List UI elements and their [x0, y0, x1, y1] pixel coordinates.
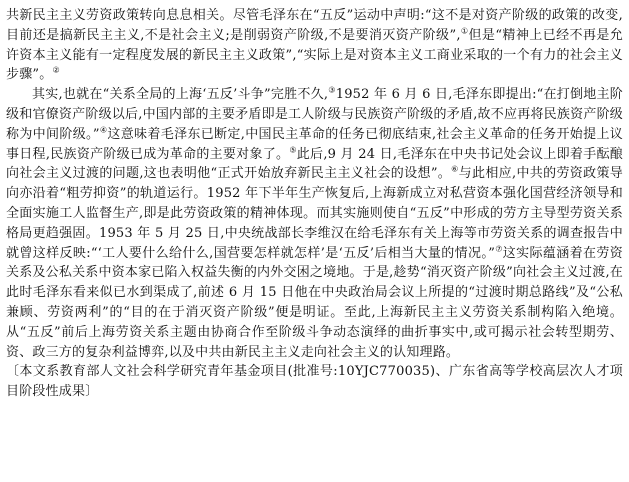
footnote-ref: ③	[328, 85, 336, 95]
text-run: 共新民主主义劳资政策转向息息相关。尽管毛泽东在“五反”运动中声明:“这不是对资产阶级的政策的改变,目前还是搞新民主主义,不是社会主义;是削弱资产阶级,不是要消灭资产阶级”,	[6, 8, 623, 43]
footnote-ref: ⑦	[495, 244, 503, 254]
footnote-ref: ④	[99, 125, 108, 135]
paragraph-body	[6, 85, 623, 362]
text-run: 此后,9 月 24 日,毛泽东在中央书记处会议上即着手酝酿向社会主义过渡的问题,这也表明他“正式开始放弃新民主主义社会的设想”。	[6, 146, 623, 182]
text-run: 与此相应,中共的劳资政策导向亦沿着“粗劳抑资”的轨道运行。1952 年下半年生产恢复后,上海新成立对私营资本强化国营经济领导和全面实施工人监督生产,即是此劳资政策的精神体现。而其实施则使自“五反”中形成的劳方主导型劳资关系格局更趋强固。1953 年 5 月 25 日,中央统战部长李维汉在给毛泽东有关上海等市劳资关系的调查报告中就曾这样反映:“‘工人要什么给什么,国营要怎样就怎样’是‘五反’后相当大量的情况。”	[6, 166, 624, 261]
footnote-ref: ⑥	[451, 165, 459, 175]
paragraph-continuation	[6, 6, 623, 85]
footnote-ref: ①	[460, 26, 469, 36]
footnote-ref: ②	[52, 66, 60, 76]
text-run: 其实,也就在“关系全局的上海‘五反’斗争”完胜不久,	[32, 87, 329, 103]
text-run: 这意味着毛泽东已断定,中国民主革命的任务已彻底结束,社会主义革命的任务开始提上议事日程,民族资产阶级已成为革命的主要对象了。	[6, 126, 624, 162]
text-run: 这实际蕴涵着在劳资关系及公私关系中资本家已陷入权益失衡的内外交困之境地。于是,趁势“消灭资产阶级”向社会主义过渡,在此时毛泽东看来似已水到渠成了,前述 6 月 15 日他在中央政治局会议上所提的“过渡时期总路线”及“公私兼顾、劳资两利”的“目的在于消灭资产阶级”便是明证。至此,上海新民主主义劳资关系制构陷入绝境。从“五反”前后上海劳资关系主题由协商合作至阶级斗争动态演绎的曲折事实中,或可揭示社会转型期劳、资、政三方的复杂利益博弈,以及中共由新民主主义走向社会主义的认知理路。	[6, 245, 623, 360]
footnote-ref: ⑤	[289, 145, 297, 155]
text-run: 1952 年 6 月 6 日,毛泽东即提出:“在打倒地主阶级和官僚资产阶级以后,中国内部的主要矛盾即是工人阶级与民族资产阶级的矛盾,故不应再将民族资产阶级称为中间阶级。”	[6, 87, 624, 142]
funding-note: 〔本文系教育部人文社会科学研究青年基金项目(批准号:10YJC770035)、广东省高等学校高层次人才项目阶段性成果〕	[6, 364, 623, 400]
text-run: 但是“精神上已经不再是允许资本主义能有一定程度发展的新民主主义政策”,“实际上是对资本主义工商业采取的一个有力的社会主义步骤”。	[6, 27, 624, 83]
